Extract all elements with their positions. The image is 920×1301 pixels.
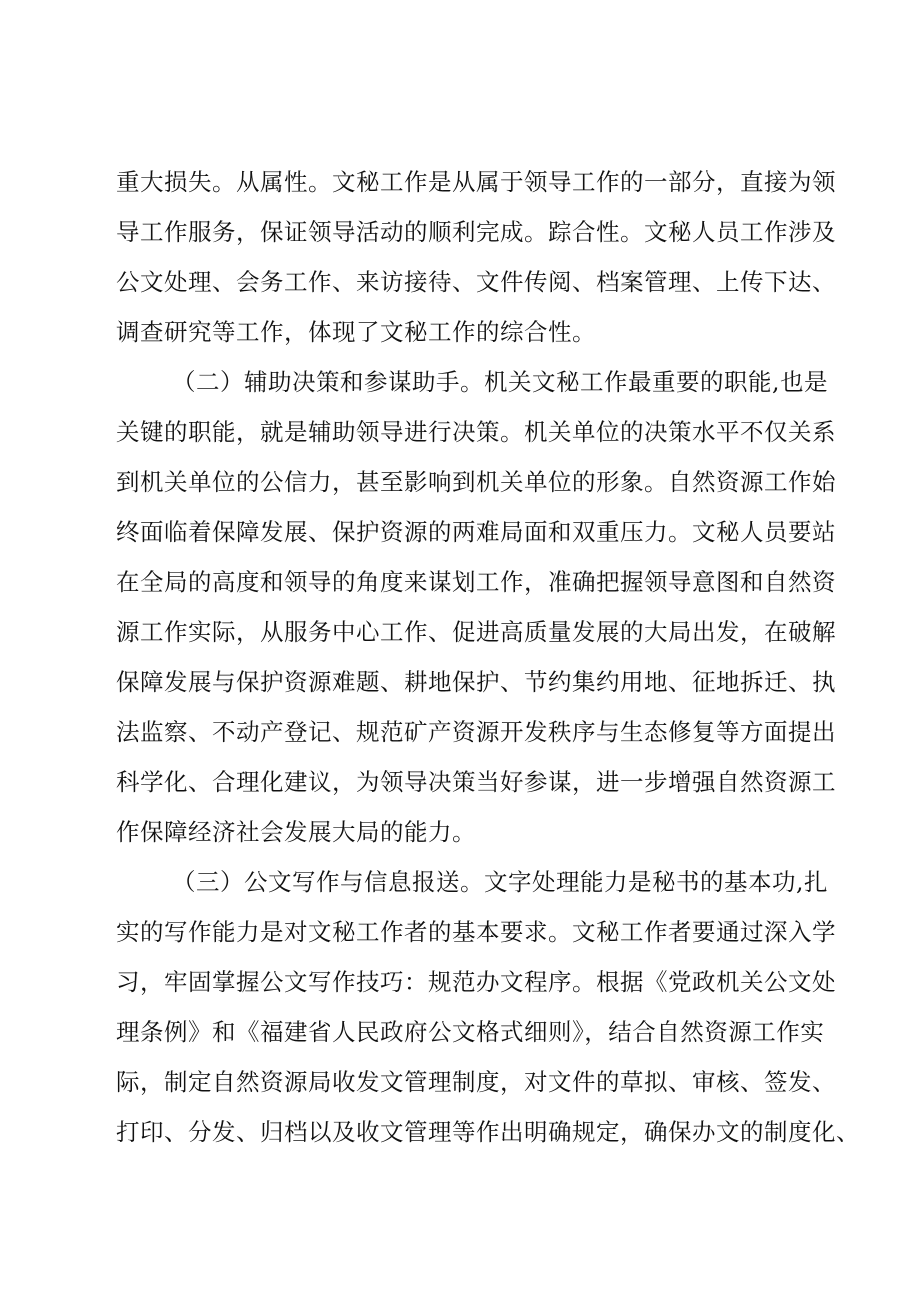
text-line-9: 在全局的高度和领导的角度来谋划工作，准确把握领导意图和自然资 xyxy=(116,568,836,596)
text-line-10: 源工作实际，从服务中心工作、促进高质量发展的大局出发，在破解 xyxy=(116,618,836,646)
text-line-4: 调查研究等工作，体现了文秘工作的综合性。 xyxy=(116,318,596,346)
text-line-14: 作保障经济社会发展大局的能力。 xyxy=(116,818,476,846)
text-line-17: 习，牢固掌握公文写作技巧：规范办文程序。根据《党政机关公文处 xyxy=(116,968,836,996)
text-line-13: 科学化、合理化建议，为领导决策当好参谋，进一步增强自然资源工 xyxy=(116,768,836,796)
text-line-12: 法监察、不动产登记、规范矿产资源开发秩序与生态修复等方面提出 xyxy=(116,718,836,746)
text-line-16: 实的写作能力是对文秘工作者的基本要求。文秘工作者要通过深入学 xyxy=(116,918,836,946)
text-line-3: 公文处理、会务工作、来访接待、文件传阅、档案管理、上传下达、 xyxy=(116,268,836,296)
text-line-1: 重大损失。从属性。文秘工作是从属于领导工作的一部分，直接为领 xyxy=(116,168,836,196)
text-line-6: 关键的职能，就是辅助领导进行决策。机关单位的决策水平不仅关系 xyxy=(116,418,836,446)
text-line-8: 终面临着保障发展、保护资源的两难局面和双重压力。文秘人员要站 xyxy=(116,518,836,546)
text-line-19: 际，制定自然资源局收发文管理制度，对文件的草拟、审核、签发、 xyxy=(116,1068,836,1096)
text-line-15: （三）公文写作与信息报送。文字处理能力是秘书的基本功,扎 xyxy=(172,868,828,896)
text-line-7: 到机关单位的公信力，甚至影响到机关单位的形象。自然资源工作始 xyxy=(116,468,836,496)
text-line-11: 保障发展与保护资源难题、耕地保护、节约集约用地、征地拆迁、执 xyxy=(116,668,836,696)
text-line-18: 理条例》和《福建省人民政府公文格式细则》，结合自然资源工作实 xyxy=(116,1018,825,1046)
text-line-2: 导工作服务，保证领导活动的顺利完成。踪合性。文秘人员工作涉及 xyxy=(116,218,836,246)
text-line-20: 打印、分发、归档以及收文管理等作出明确规定，确保办文的制度化、 xyxy=(116,1118,860,1146)
text-line-5: （二）辅助决策和参谋助手。机关文秘工作最重要的职能,也是 xyxy=(172,368,828,396)
